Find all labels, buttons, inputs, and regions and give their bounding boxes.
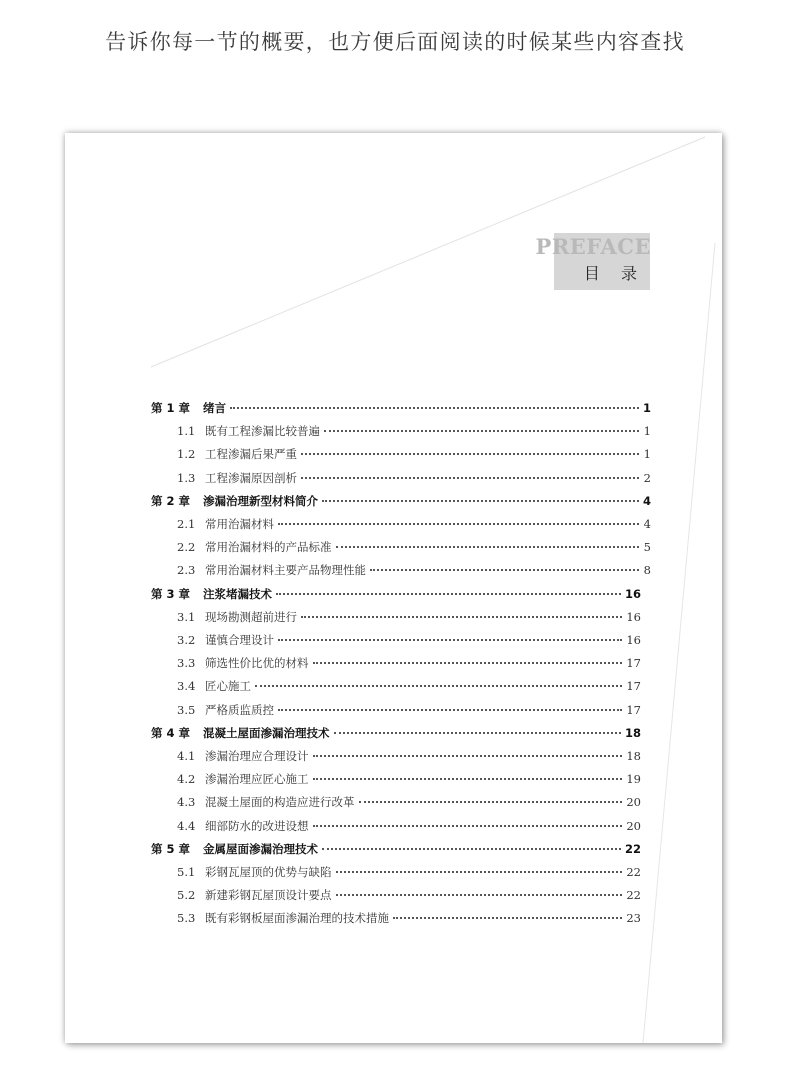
toc-number: 第 1 章	[151, 401, 191, 415]
toc-page-number: 2	[643, 470, 651, 485]
toc-page-number: 4	[643, 517, 651, 531]
toc-page-number: 19	[626, 772, 641, 787]
dot-leader	[334, 732, 621, 734]
toc-section-row	[151, 700, 641, 720]
dot-leader	[301, 616, 622, 618]
toc-page-number: 20	[626, 818, 641, 833]
toc-page-number: 1	[642, 401, 651, 415]
dot-leader	[322, 500, 639, 502]
dot-leader	[301, 453, 639, 455]
toc-number: 4.1	[177, 749, 196, 763]
toc-page-number: 17	[626, 656, 641, 671]
toc-title: 细部防水的改进设想	[205, 818, 309, 833]
dot-leader	[393, 917, 622, 919]
toc-page-number: 18	[626, 749, 641, 763]
toc-title: 渗漏治理新型材料简介	[203, 493, 318, 508]
toc-section-row	[151, 421, 651, 441]
preface-label: PREFACE	[535, 234, 651, 259]
toc-page-number: 18	[624, 725, 641, 740]
toc-page-number: 16	[626, 633, 641, 647]
toc-chapter-row	[151, 584, 641, 604]
toc-number: 3.5	[177, 702, 196, 717]
toc-section-row	[151, 468, 651, 488]
toc-number: 第 2 章	[151, 493, 191, 508]
dot-leader	[278, 639, 622, 641]
toc-section-row	[151, 676, 641, 696]
dot-leader	[276, 593, 621, 595]
toc-title: 混凝土屋面的构造应进行改革	[205, 795, 355, 810]
dot-leader	[324, 430, 639, 432]
toc-title: 谨慎合理设计	[205, 633, 274, 647]
toc-title: 彩钢瓦屋顶的优势与缺陷	[205, 865, 332, 879]
toc-chapter-row	[151, 839, 641, 859]
toc-chapter-row	[151, 491, 651, 511]
toc-page-number: 1	[643, 447, 651, 462]
dot-leader	[370, 569, 639, 571]
toc-page-number: 22	[624, 841, 641, 856]
toc-number: 2.2	[177, 540, 196, 555]
toc-section-row	[151, 444, 651, 464]
dot-leader	[301, 477, 639, 479]
toc-section-row	[151, 653, 641, 673]
toc-number: 4.3	[177, 795, 196, 810]
toc-section-row	[151, 746, 641, 766]
toc-title: 渗漏治理应匠心施工	[205, 772, 309, 787]
toc-title: 新建彩钢瓦屋顶设计要点	[205, 888, 332, 903]
toc-title: 工程渗漏后果严重	[205, 447, 297, 462]
toc-number: 5.3	[177, 911, 196, 926]
toc-section-row	[151, 514, 651, 534]
toc-page-number: 17	[626, 702, 641, 717]
dot-leader	[278, 709, 622, 711]
toc-title: 匠心施工	[205, 679, 251, 694]
toc-section-row	[151, 792, 641, 812]
toc-number: 3.1	[177, 609, 196, 624]
toc-section-row	[151, 885, 641, 905]
toc-page-number: 16	[626, 609, 641, 624]
dot-leader	[313, 825, 623, 827]
toc-section-row	[151, 908, 641, 928]
dot-leader	[359, 801, 623, 803]
toc-page-number: 5	[643, 540, 651, 555]
toc-title: 常用治漏材料主要产品物理性能	[205, 563, 366, 578]
toc-section-row	[151, 560, 651, 580]
toc-title: 常用治漏材料	[205, 517, 274, 531]
toc-number: 1.2	[177, 447, 196, 462]
toc-page-number: 1	[643, 424, 651, 439]
dot-leader	[230, 407, 639, 409]
toc-title: 常用治漏材料的产品标准	[205, 540, 332, 555]
toc-number: 2.1	[177, 517, 196, 531]
toc-number: 2.3	[177, 563, 196, 578]
toc-number: 第 4 章	[151, 725, 191, 740]
toc-chapter-row	[151, 398, 651, 418]
toc-title: 严格质监质控	[205, 702, 274, 717]
book-page	[65, 133, 722, 1043]
toc-title: 现场勘测超前进行	[205, 609, 297, 624]
toc-chapter-row	[151, 723, 641, 743]
dot-leader	[313, 755, 623, 757]
toc-number: 5.1	[177, 865, 196, 879]
toc-page-number: 8	[643, 563, 651, 578]
toc-title: 绪言	[203, 401, 226, 415]
toc-section-row	[151, 862, 641, 882]
toc-title: 混凝土屋面渗漏治理技术	[203, 725, 330, 740]
toc-number: 1.3	[177, 470, 196, 485]
toc-page-number: 22	[626, 888, 641, 903]
toc-section-row	[151, 769, 641, 789]
toc-number: 5.2	[177, 888, 196, 903]
toc-title: 筛选性价比优的材料	[205, 656, 309, 671]
toc-title: 注浆堵漏技术	[203, 586, 272, 601]
dot-leader	[278, 523, 639, 525]
toc-number: 第 5 章	[151, 841, 191, 856]
toc-section-row	[151, 630, 641, 650]
dot-leader	[322, 848, 621, 850]
toc-title: 工程渗漏原因剖析	[205, 470, 297, 485]
toc-page-number: 20	[626, 795, 641, 810]
toc-page-number: 16	[624, 586, 641, 601]
dot-leader	[313, 778, 623, 780]
toc-title: 渗漏治理应合理设计	[205, 749, 309, 763]
toc-number: 1.1	[177, 424, 196, 439]
toc-section-row	[151, 537, 651, 557]
toc-title: 金属屋面渗漏治理技术	[203, 841, 318, 856]
dot-leader	[336, 871, 623, 873]
toc-number: 4.4	[177, 818, 196, 833]
toc-number: 3.4	[177, 679, 196, 694]
toc-number: 3.2	[177, 633, 196, 647]
toc-number: 第 3 章	[151, 586, 191, 601]
toc-page-number: 17	[626, 679, 641, 694]
toc-section-row	[151, 816, 641, 836]
toc-title: 既有工程渗漏比较普遍	[205, 424, 320, 439]
toc-number: 4.2	[177, 772, 196, 787]
dot-leader	[255, 685, 622, 687]
dot-leader	[336, 894, 623, 896]
toc-section-row	[151, 607, 641, 627]
toc-heading: 目 录	[583, 264, 645, 283]
toc-title: 既有彩钢板屋面渗漏治理的技术措施	[205, 911, 389, 926]
toc-page-number: 23	[626, 911, 641, 926]
toc-page-number: 22	[626, 865, 641, 879]
toc-number: 3.3	[177, 656, 196, 671]
dot-leader	[336, 546, 640, 548]
toc-page-number: 4	[642, 493, 651, 508]
caption-text: 告诉你每一节的概要，也方便后面阅读的时候某些内容查找	[105, 30, 685, 54]
dot-leader	[313, 662, 623, 664]
